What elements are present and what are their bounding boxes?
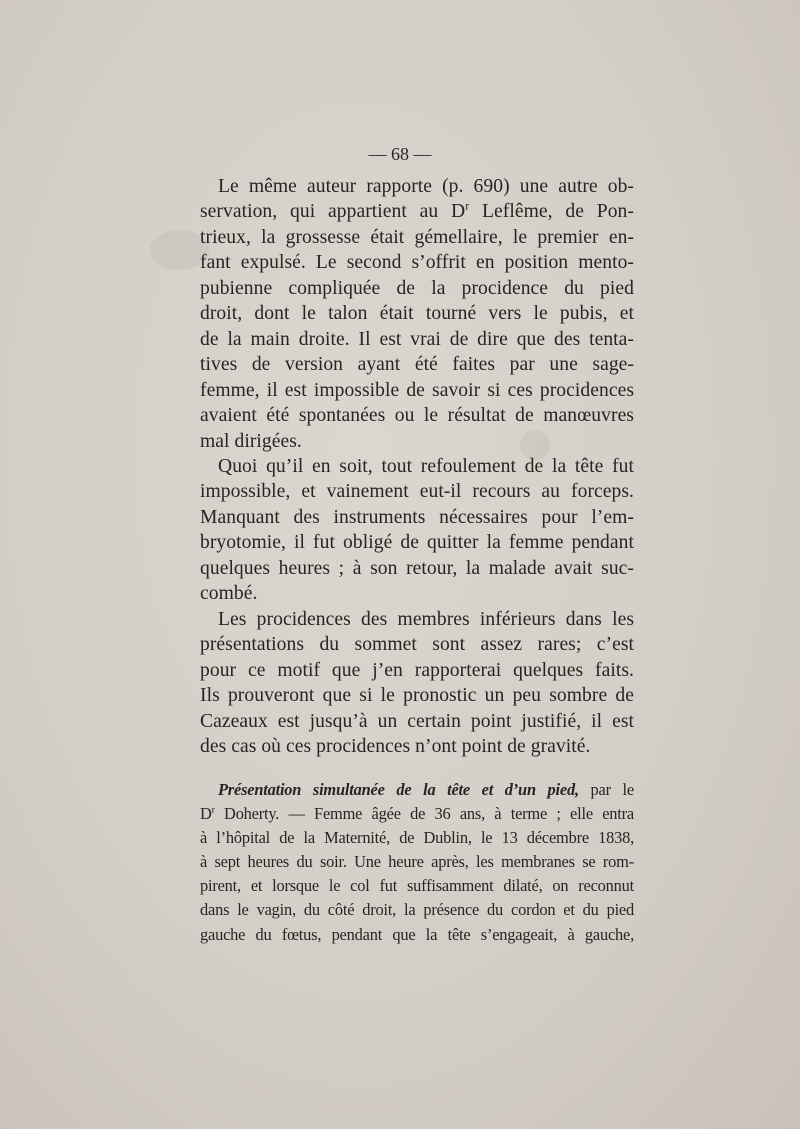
text-line: avaient été spontanées ou le résultat de manœuvres — [200, 405, 634, 427]
text-line: pubienne compliquée de la procidence du pied — [200, 277, 634, 299]
text-line: combé. — [200, 583, 258, 605]
text-line: impossible, et vainement eut-il recours au forceps. — [200, 481, 634, 503]
text-line: trieux, la grossesse était gémellaire, le premier en- — [200, 226, 634, 248]
note-line: pirent, et lorsque le col fut suffisamment dilaté, on reconnut — [200, 876, 634, 896]
text-line: de la main droite. Il est vrai de dire que des tenta- — [200, 328, 634, 350]
text-line: servation, qui appartient au $D^r$ Leflême, de Pon- — [200, 199, 634, 223]
text-line: Le même auteur rapporte (p. 690) une autre ob- — [218, 176, 634, 197]
text-line: droit, dont le talon était tourné vers le pubis, et — [200, 303, 634, 325]
text-line: quelques heures ; à son retour, la malade avait suc- — [200, 557, 634, 579]
note-line: à sept heures du soir. Une heure après, les membranes se rom- — [200, 852, 634, 872]
text-line: bryotomie, il fut obligé de quitter la femme pendant — [200, 532, 634, 554]
note-line: $D^r$ Doherty. — Femme âgée de 36 ans, à terme ; elle entra — [200, 804, 634, 824]
text-line: fant expulsé. Le second s’offrit en position mento- — [200, 252, 634, 274]
text-line: Cazeaux est jusqu’à un certain point justifié, il est — [200, 710, 634, 732]
note-line: dans le vagin, du côté droit, la présence du cordon et du pied — [200, 900, 634, 920]
text-line: Les procidences des membres inférieurs dans les — [218, 608, 634, 630]
page-number: — 68 — — [368, 144, 432, 164]
text-line: femme, il est impossible de savoir si ces procidences — [200, 379, 634, 401]
text-line: Ils prouveront que si le pronostic un peu sombre de — [200, 685, 634, 707]
note-line: Présentation simultanée de la tête et d’un pied, par le — [218, 780, 634, 799]
text-line: présentations du sommet sont assez rares; c’est — [200, 634, 634, 656]
text-line: Manquant des instruments nécessaires pour l’em- — [200, 506, 634, 528]
note-title: Présentation simultanée de la tête et d’un pied, — [218, 780, 579, 799]
text-line: tives de version ayant été faites par une sage- — [200, 354, 634, 376]
text-line: des cas où ces procidences n’ont point de gravité. — [200, 735, 591, 757]
main-text — [200, 174, 634, 759]
case-note — [200, 778, 634, 947]
note-line: gauche du fœtus, pendant que la tête s’engageait, à gauche, — [200, 924, 634, 944]
text-line: mal dirigées. — [200, 430, 302, 452]
note-line: à l’hôpital de la Maternité, de Dublin, le 13 décembre 1838, — [200, 828, 634, 848]
text-line: Quoi qu’il en soit, tout refoulement de la tête fut — [218, 455, 634, 477]
text-line: pour ce motif que j’en rapporterai quelques faits. — [200, 659, 634, 681]
